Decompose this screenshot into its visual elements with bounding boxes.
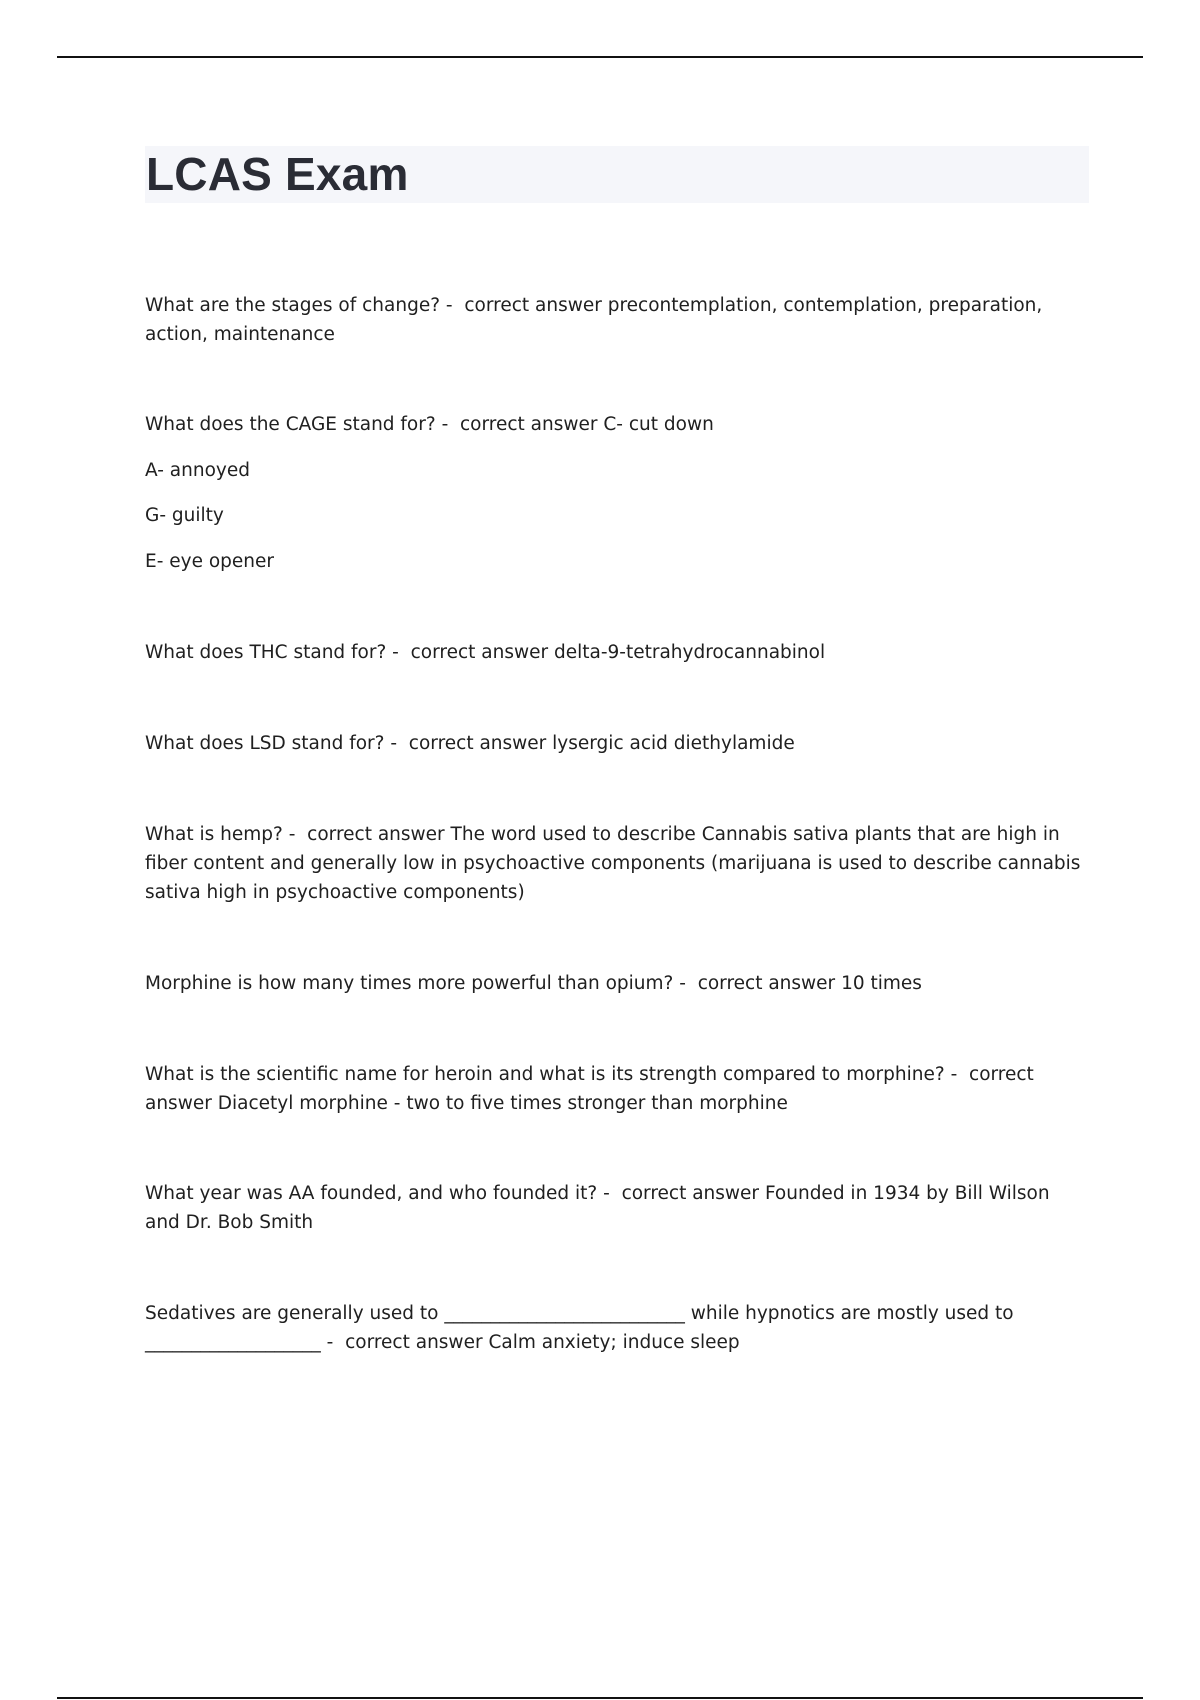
answer-text: precontemplation, contemplation, preparation, action, maintenance — [145, 295, 1043, 345]
answer-text: 10 times — [841, 973, 922, 994]
separator: - — [435, 414, 461, 435]
answer-label: correct answer — [345, 1332, 483, 1353]
question-text: What are the stages of change? — [145, 295, 441, 316]
answer-label: correct answer — [410, 642, 549, 663]
qa-item-morphine — [145, 969, 1085, 998]
question-text: What is hemp? — [145, 824, 283, 845]
answer-label: correct answer — [697, 973, 836, 994]
document-title: LCAS Exam — [146, 148, 409, 200]
separator: - — [440, 295, 465, 316]
qa-item-cage — [145, 410, 1085, 439]
question-text: What does THC stand for? — [145, 642, 387, 663]
separator: - — [597, 1183, 622, 1204]
separator: - — [320, 1332, 346, 1353]
answer-label: correct answer — [460, 414, 598, 435]
question-text: What does the CAGE stand for? — [145, 414, 436, 435]
top-rule — [57, 56, 1143, 58]
answer-label: correct answer — [145, 1064, 1034, 1114]
qa-item-stages-of-change — [145, 291, 1085, 349]
answer-label: correct answer — [307, 824, 445, 845]
answer-text: Founded in 1934 by Bill Wilson and Dr. Bob Smith — [145, 1183, 1050, 1233]
cage-line-e: E- eye opener — [145, 551, 274, 572]
bottom-rule — [57, 1697, 1143, 1699]
separator: - — [944, 1064, 970, 1085]
answer-label: correct answer — [621, 1183, 760, 1204]
qa-item-thc — [145, 638, 1085, 667]
question-text: Morphine is how many times more powerful than opium? — [145, 973, 674, 994]
question-text: Sedatives are generally used to __________________________ while hypnotics are mostly used to ___________________ — [145, 1303, 1014, 1353]
qa-item-hemp — [145, 820, 1085, 907]
answer-label: correct answer — [464, 295, 602, 316]
question-text: What year was AA founded, and who founded it? — [145, 1183, 598, 1204]
qa-item-sedatives — [145, 1299, 1085, 1357]
answer-label: correct answer — [408, 733, 547, 754]
separator: - — [282, 824, 308, 845]
question-text: What is the scientific name for heroin and what is its strength compared to morphine? — [145, 1064, 945, 1085]
qa-item-heroin — [145, 1060, 1085, 1118]
answer-text: Calm anxiety; induce sleep — [488, 1332, 740, 1353]
answer-text: lysergic acid diethylamide — [552, 733, 795, 754]
answer-text: C- cut down — [603, 414, 714, 435]
separator: - — [386, 642, 411, 663]
question-text: What does LSD stand for? — [145, 733, 385, 754]
qa-item-lsd — [145, 729, 1085, 758]
separator: - — [673, 973, 698, 994]
answer-text: delta-9-tetrahydrocannabinol — [554, 642, 826, 663]
cage-line-g: G- guilty — [145, 505, 224, 526]
answer-text: Diacetyl morphine - two to five times stronger than morphine — [217, 1093, 788, 1114]
qa-item-aa-founded — [145, 1179, 1085, 1237]
answer-text: The word used to describe Cannabis sativa plants that are high in fiber content and generally low in psychoactive components (marijuana is used to describe cannabis sativa high in psychoactive components) — [145, 824, 1081, 903]
separator: - — [384, 733, 409, 754]
cage-line-a: A- annoyed — [145, 460, 250, 481]
